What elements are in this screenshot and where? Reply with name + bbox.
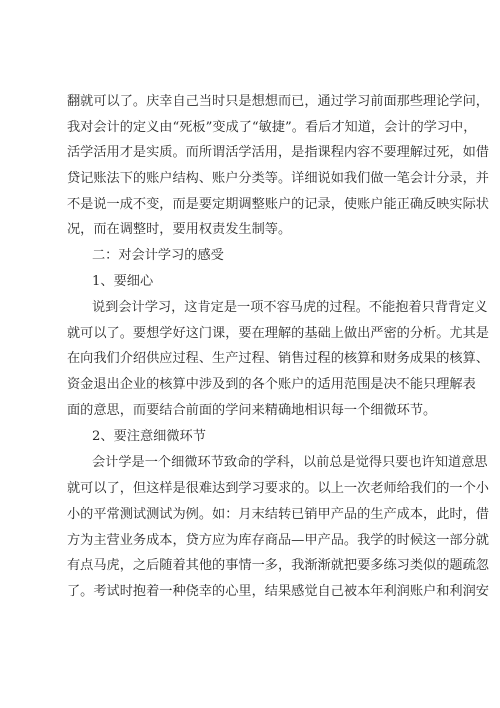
paragraph-3-line-6: 了。考试时抱着一种侥幸的心里，结果感觉自己被本年利润账户和利润安 bbox=[67, 584, 489, 599]
paragraph-2-line-2: 就可以了。要想学好这门课，要在理解的基础上做出严密的分析。尤其是 bbox=[67, 326, 489, 341]
paragraph-3-line-4: 方为主营业务成本，贷方应为库存商品—甲产品。我学的时候这一部分就 bbox=[67, 533, 489, 548]
paragraph-1-line-4: 贷记账法下的账户结构、账户分类等。详细说如我们做一笔会计分录，并 bbox=[67, 171, 489, 186]
paragraph-2-line-5: 面的意思，而要结合前面的学问来精确地相识每一个细微环节。 bbox=[67, 403, 437, 418]
subheading-1: 1、要细心 bbox=[92, 274, 154, 289]
paragraph-3-line-3: 小的平常测试测试为例。如：月末结转已销甲产品的生产成本，此时，借 bbox=[67, 507, 489, 522]
paragraph-1-line-5: 不是说一成不变，而是要定期调整账户的记录，使账户能正确反映实际状 bbox=[67, 197, 489, 212]
paragraph-2-line-4: 资金退出企业的核算中涉及到的各个账户的适用范围是决不能只理解表 bbox=[67, 377, 476, 392]
paragraph-1-line-6: 况，而在调整时，要用权责发生制等。 bbox=[67, 222, 292, 237]
paragraph-1-line-1: 翻就可以了。庆幸自己当时只是想想而已，通过学习前面那些理论学问， bbox=[67, 94, 489, 109]
paragraph-3-line-5: 有点马虎，之后随着其他的事情一多，我渐渐就把要多练习类似的题疏忽 bbox=[67, 558, 489, 573]
paragraph-3-line-1: 会计学是一个细微环节致命的学科，以前总是觉得只要也许知道意思 bbox=[92, 455, 488, 470]
paragraph-1-line-2: 我对会计的定义由“死板”变成了“敏捷”。看后才知道，会计的学习中， bbox=[67, 120, 477, 135]
paragraph-1-line-3: 活学活用才是实质。而所谓活学活用，是指课程内容不要理解过死，如借 bbox=[67, 145, 489, 160]
subheading-2: 2、要注意细微环节 bbox=[92, 429, 206, 444]
section-heading: 二：对会计学习的感受 bbox=[92, 248, 224, 263]
paragraph-2-line-1: 说到会计学习，这肯定是一项不容马虎的过程。不能抱着只背背定义 bbox=[92, 300, 488, 315]
paragraph-3-line-2: 就可以了，但这样是很难达到学习要求的。以上一次老师给我们的一个小 bbox=[67, 481, 489, 496]
paragraph-2-line-3: 在向我们介绍供应过程、生产过程、销售过程的核算和财务成果的核算、 bbox=[67, 351, 489, 366]
